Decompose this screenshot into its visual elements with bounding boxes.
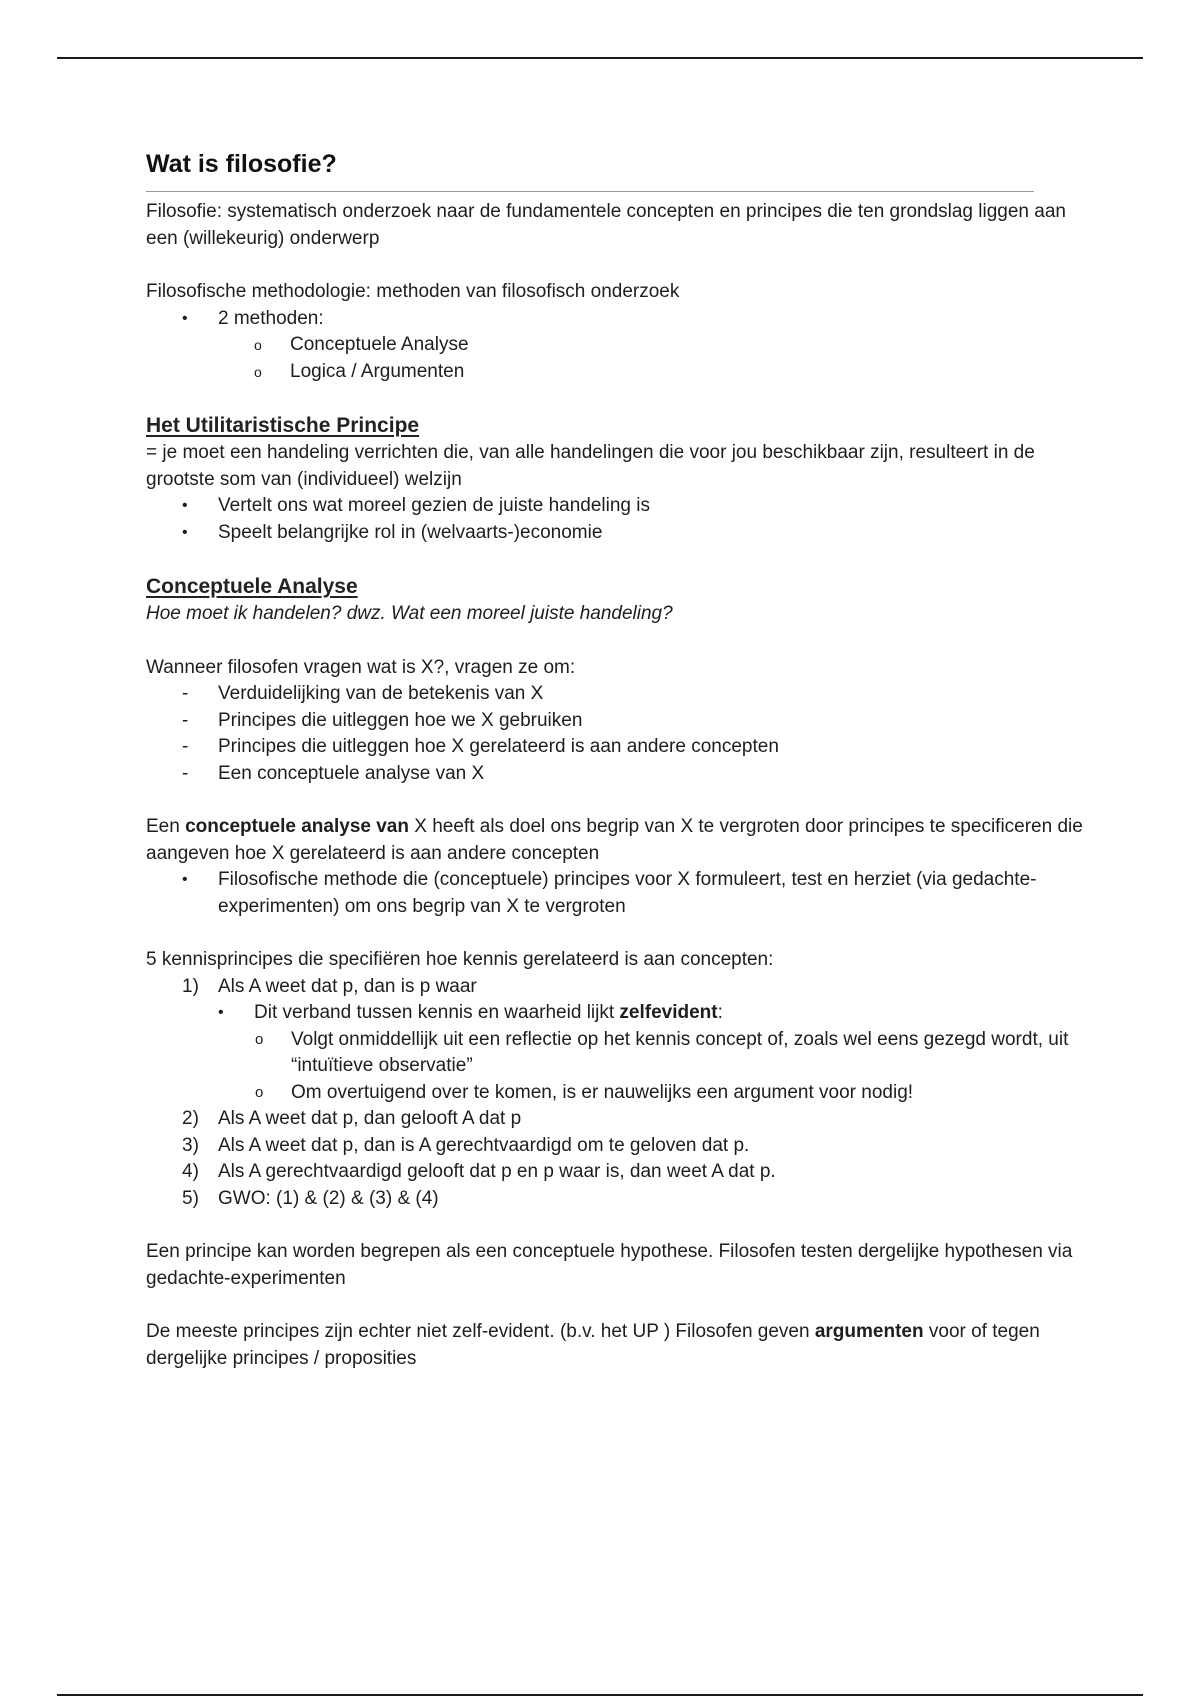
list-item: o Volgt onmiddellijk uit een reflectie op het kennis concept of, zoals wel eens gezegd wordt, uit “intuïtieve observatie” (255, 1028, 1069, 1076)
list-item: o Conceptuele Analyse (146, 332, 1096, 359)
list-item: o Logica / Argumenten (146, 359, 1096, 386)
bold-term: argumenten (814, 1321, 924, 1342)
list-item: 1) Als A weet dat p, dan is p waar (146, 974, 1096, 1001)
number-marker: 4) (182, 1161, 199, 1182)
hypothesis-paragraph: Een principe kan worden begrepen als een conceptuele hypothese. Filosofen testen dergelijke hypothesen via gedachte-experimenten (146, 1241, 1073, 1289)
number-marker: 2) (182, 1108, 199, 1129)
dash-list (146, 681, 1096, 787)
list-item: o Om overtuigend over te komen, is er nauwelijks een argument voor nodig! (146, 1080, 1096, 1107)
utilitarian-heading: Het Utilitaristische Principe (146, 414, 420, 437)
analysis-list (146, 867, 1096, 920)
utilitarian-list (146, 493, 1096, 546)
bold-term: zelfevident (619, 1002, 718, 1023)
methods-list (146, 306, 1096, 386)
list-item: 2) Als A weet dat p, dan gelooft A dat p (146, 1106, 1096, 1133)
bullet-marker: • (182, 871, 188, 888)
number-marker: 5) (182, 1187, 199, 1209)
list-item: • Speelt belangrijke rol in (welvaarts-)economie (146, 520, 1096, 547)
circle-marker: o (254, 363, 262, 380)
list-item: - Principes die uitleggen hoe X gerelateerd is aan andere concepten (146, 734, 1096, 761)
when-intro: Wanneer filosofen vragen wat is X?, vragen ze om: (146, 656, 576, 678)
bullet-marker: • (182, 309, 188, 327)
number-marker: 1) (182, 975, 199, 997)
number-marker: 3) (182, 1134, 199, 1156)
list-item: 4) Als A gerechtvaardigd gelooft dat p en p waar is, dan weet A dat p. (146, 1159, 1096, 1186)
conceptual-question: Hoe moet ik handelen? dwz. Wat een moreel juiste handeling? (146, 603, 673, 624)
list-item: • Filosofische methode die (conceptuele) principes voor X formuleert, test en herziet (via gedachte-experimenten) om ons begrip van X te vergroten (182, 869, 1037, 917)
knowledge-principles-list (146, 974, 1096, 1213)
bullet-marker: • (182, 497, 188, 514)
list-item: • Vertelt ons wat moreel gezien de juiste handeling is (146, 493, 1096, 520)
page-bottom-rule (57, 1694, 1143, 1696)
bullet-marker: • (218, 1004, 224, 1021)
philosophy-definition: Filosofie: systematisch onderzoek naar de fundamentele concepten en principes die ten grondslag liggen aan een (willekeurig) onderwerp (146, 201, 1066, 249)
page-title: Wat is filosofie? (146, 150, 337, 178)
utilitarian-definition: = je moet een handeling verrichten die, van alle handelingen die voor jou beschikbaar zijn, resulteert in de grootste som van (individueel) welzijn (146, 442, 1035, 490)
dash-marker: - (182, 683, 189, 704)
list-item: • Dit verband tussen kennis en waarheid lijkt zelfevident: (146, 1000, 1096, 1027)
list-item: - Verduidelijking van de betekenis van X (146, 681, 1096, 708)
document-body (146, 146, 1096, 1372)
methodology-line: Filosofische methodologie: methoden van filosofisch onderzoek (146, 281, 680, 302)
list-item: • 2 methoden: (146, 306, 1096, 333)
knowledge-intro: 5 kennisprincipes die specifiëren hoe kennis gerelateerd is aan concepten: (146, 949, 774, 970)
list-item: - Principes die uitleggen hoe we X gebruiken (146, 708, 1096, 735)
circle-marker: o (254, 337, 262, 353)
dash-marker: - (182, 736, 189, 757)
dash-marker: - (182, 762, 189, 784)
list-item: - Een conceptuele analyse van X (146, 761, 1096, 788)
conceptual-heading: Conceptuele Analyse (146, 575, 358, 598)
title-divider (146, 191, 1034, 192)
list-item: 3) Als A weet dat p, dan is A gerechtvaardigd om te geloven dat p. (146, 1133, 1096, 1160)
dash-marker: - (182, 709, 189, 731)
arguments-paragraph: De meeste principes zijn echter niet zelf-evident. (b.v. het UP ) Filosofen geven argumenten voor of tegen dergelijke principes / proposities (146, 1321, 1040, 1369)
list-item: 5) GWO: (1) & (2) & (3) & (4) (146, 1186, 1096, 1213)
bullet-marker: • (182, 523, 188, 541)
bold-term: conceptuele analyse van (185, 816, 409, 837)
analysis-paragraph: Een conceptuele analyse van X heeft als doel ons begrip van X te vergroten door principes te specificeren die aangeven hoe X gerelateerd is aan andere concepten (146, 816, 1083, 864)
circle-marker: o (255, 1030, 264, 1048)
page-top-rule (57, 57, 1143, 59)
circle-marker: o (255, 1083, 264, 1101)
